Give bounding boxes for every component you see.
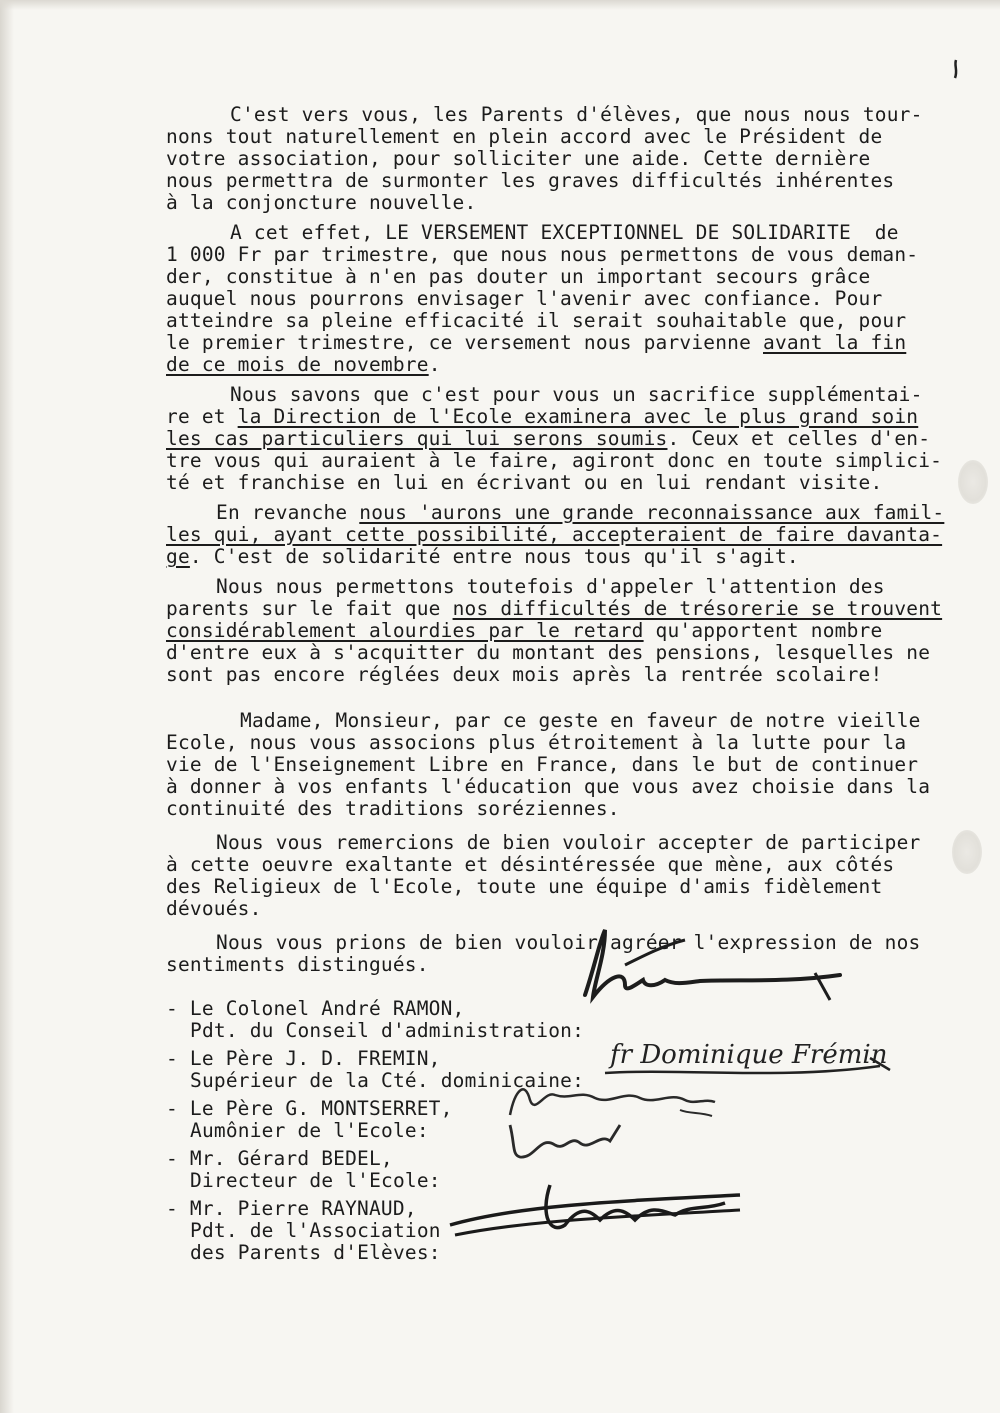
text-span: re et [166,405,238,428]
text-line: dévoués. [166,897,262,920]
text-line: nons tout naturellement en plein accord avec le Président de [166,125,883,148]
text-line: nous permettra de surmonter les graves difficultés inhérentes [166,169,895,192]
text-line: Nous vous remercions de bien vouloir accepter de participer [216,831,921,854]
text-line: à cette oeuvre exaltante et désintéressée que mène, aux côtés [166,853,895,876]
text-span: En revanche [216,501,360,524]
signature-text: fr Dominique Frémin [610,1040,888,1070]
signatory-title: des Parents d'Elèves: [190,1241,441,1264]
signature-raynaud [440,1165,760,1259]
text-line: Nous vous prions de bien vouloir agréer l'expression de nos [216,931,921,954]
signatory-name: - Le Père J. D. FREMIN, [166,1047,441,1070]
text-line: der, constitue à n'en pas douter un important secours grâce [166,265,871,288]
underlined-text: la Direction de l'Ecole examinera avec le plus grand soin [237,405,919,428]
text-line [166,598,942,620]
text-line: des Religieux de l'Ecole, toute une équipe d'amis fidèlement [166,875,883,898]
text-line [166,406,918,428]
signatory-name: - Mr. Pierre RAYNAUD, [166,1197,417,1220]
signatory-title: Pdt. du Conseil d'administration: [190,1019,585,1042]
text-line [166,546,799,568]
signature-bedel [500,1115,660,1169]
text-span: parents sur le fait que [166,597,453,620]
corner-mark [950,58,962,86]
text-span: . C'est de solidarité entre nous tous qu'il s'agit. [189,545,799,568]
signatory-title: Directeur de l'Ecole: [190,1169,441,1192]
text-line [166,620,882,642]
text-line: à la conjoncture nouvelle. [166,191,477,214]
underlined-text: de ce mois de novembre [166,353,429,376]
text-line: auquel nous pourrons envisager l'avenir avec confiance. Pour [166,287,883,310]
text-line [166,354,441,376]
text-line [216,502,944,524]
text-line [166,524,942,546]
text-line: Ecole, nous vous associons plus étroitement à la lutte pour la [166,731,907,754]
signatory-title: Pdt. de l'Association [190,1219,441,1242]
underlined-text: les qui, ayant cette possibilité, accepteraient de faire davanta- [166,523,943,546]
paper-edge [0,0,14,1413]
text-line: Nous savons que c'est pour vous un sacrifice supplémentai- [230,383,923,406]
text-line: votre association, pour solliciter une aide. Cette dernière [166,147,871,170]
underlined-text: avant la fin [763,331,907,354]
text-line: atteindre sa pleine efficacité il serait souhaitable que, pour [166,309,907,332]
underlined-text: ge [166,545,190,568]
text-line: continuité des traditions soréziennes. [166,797,620,820]
signatory-name: - Mr. Gérard BEDEL, [166,1147,393,1170]
underlined-text: les cas particuliers qui lui serons soumis [166,427,668,450]
punch-hole [952,830,982,874]
text-span: le premier trimestre, ce versement nous parvienne [166,331,763,354]
signatory-name: - Le Colonel André RAMON, [166,997,465,1020]
text-line [166,428,930,450]
text-line: Nous nous permettons toutefois d'appeler l'attention des [216,575,885,598]
text-line [166,332,906,354]
paper-edge-top [0,0,1000,10]
signatory-title: Aumônier de l'Ecole: [190,1119,429,1142]
text-span: . Ceux et celles d'en- [667,427,931,450]
text-line: d'entre eux à s'acquitter du montant des pensions, lesquelles ne [166,641,931,664]
signature-ramon [565,925,855,1029]
text-span: . [428,353,441,376]
text-line: sont pas encore réglées deux mois après la rentrée scolaire! [166,663,883,686]
text-line: vie de l'Enseignement Libre en France, dans le but de continuer [166,753,919,776]
punch-hole [958,460,988,504]
text-line: Madame, Monsieur, par ce geste en faveur de notre vieille [240,709,921,732]
text-line: C'est vers vous, les Parents d'élèves, que nous nous tour- [230,103,923,126]
underlined-text: nos difficultés de trésorerie se trouvent [452,597,943,620]
underlined-text: nous 'aurons une grande reconnaissance aux famil- [359,501,945,524]
underlined-text: considérablement alourdies par le retard [166,619,644,642]
text-line: 1 000 Fr par trimestre, que nous nous permettons de vous deman- [166,243,919,266]
text-line: té et franchise en lui en écrivant ou en lui rendant visite. [166,471,883,494]
text-line: sentiments distingués. [166,953,429,976]
signatory-title: Supérieur de la Cté. dominicaine: [190,1069,585,1092]
text-line: à donner à vos enfants l'éducation que vous avez choisie dans la [166,775,931,798]
text-line: A cet effet, LE VERSEMENT EXCEPTIONNEL DE SOLIDARITE de [230,221,899,244]
text-line: tre vous qui auraient à le faire, agiront donc en toute simplici- [166,449,943,472]
text-span: qu'apportent nombre [643,619,883,642]
show-through-text [964,70,992,100]
signatory-name: - Le Père G. MONTSERRET, [166,1097,453,1120]
